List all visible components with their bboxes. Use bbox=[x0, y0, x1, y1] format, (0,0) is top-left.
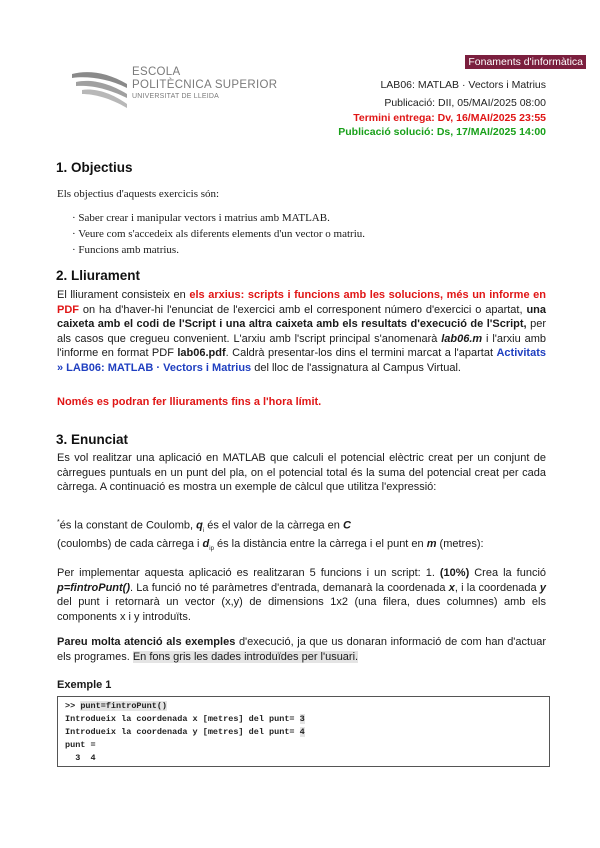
statement-paragraph: Es vol realitzar una aplicació en MATLAB que calculi el potencial elèctric creat per un conjunt de càrregues puntuals en un punt del pla, on el potencial total és la suma del potencial creat per cada càrrega. A continuació es mostra un exemple de càlcul que utilitza l'expressió: bbox=[57, 452, 546, 493]
deadline: Termini entrega: Dv, 16/MAI/2025 23:55 bbox=[353, 112, 546, 124]
list-item: · Funcions amb matrius. bbox=[72, 244, 179, 256]
school-line1: ESCOLA bbox=[132, 66, 181, 78]
list-item: · Saber crear i manipular vectors i matrius amb MATLAB. bbox=[72, 212, 330, 224]
school-line2: POLITÈCNICA SUPERIOR bbox=[132, 79, 278, 91]
distance-line: (coulombs) de cada càrrega i $d_{ip}$ és la distància entre la càrrega i el punt en m (metres): bbox=[57, 538, 484, 553]
example-title: Exemple 1 bbox=[57, 679, 112, 691]
lab-title: LAB06: MATLAB · Vectors i Matrius bbox=[380, 79, 546, 91]
activities-link[interactable]: Activitats » LAB06: MATLAB · Vectors i Matrius bbox=[57, 347, 546, 374]
publication-date: Publicació: DII, 05/MAI/2025 08:00 bbox=[384, 97, 546, 109]
code-example-box: >> punt=fintroPunt() Introdueix la coordenada x [metres] del punt= 3 Introdueix la coordenada y [metres] del punt= 4 punt = 3 4 bbox=[57, 696, 550, 767]
examples-paragraph: Pareu molta atenció als exemples d'execució, ja que us donaran informació de com han d'actuar els programes. En fons gris les dades introduïdes per l'usuari. bbox=[57, 636, 546, 663]
school-line3: UNIVERSITAT DE LLEIDA bbox=[132, 93, 220, 100]
list-item: · Veure com s'accedeix als diferents elements d'un vector o matriu. bbox=[72, 228, 366, 240]
school-name bbox=[132, 66, 277, 101]
course-tag: Fonaments d'informàtica bbox=[465, 55, 586, 69]
objectives-list bbox=[72, 210, 365, 258]
deadline-warning: Només es podran fer lliuraments fins a l'hora límit. bbox=[57, 396, 322, 408]
section-statement-title: 3. Enunciat bbox=[56, 432, 129, 447]
delivery-paragraph: El lliurament consisteix en els arxius: scripts i funcions amb les solucions, més un informe en PDF on ha d'haver-hi l'enunciat de l'exercici amb el corresponent número d'exercici o apartat, una caixeta amb el codi de l'Script i una altra caixeta amb els resultats d'execució de l'Script, per als casos que cregueu convenient. L'arxiu amb l'script principal s'anomenarà lab06.m i l'arxiu amb l'informe en format PDF lab06.pdf. Caldrà presentar-los dins el termini marcat a l'apartat Activitats » LAB06: MATLAB · Vectors i Matrius del lloc de l'assignatura al Campus Virtual. bbox=[57, 289, 546, 374]
section-delivery-title: 2. Lliurament bbox=[56, 268, 141, 283]
implementation-paragraph: Per implementar aquesta aplicació es realitzaran 5 funcions i un script: 1. (10%) Crea la funció p=fintroPunt(). La funció no té paràmetres d'entrada, demanarà la coordenada x, i la coordenada y del punt i retornarà un vector (x,y) de dimensions 1x2 (una filera, dues columnes) amb els components x i y introduïts. bbox=[57, 567, 547, 623]
coulomb-line: *és la constant de Coulomb, $q_i$ és el valor de la càrrega en C bbox=[57, 519, 351, 534]
solution-date: Publicació solució: Ds, 17/MAI/2025 14:00 bbox=[338, 126, 546, 138]
section-objectives-title: 1. Objectius bbox=[56, 160, 133, 175]
objectives-intro: Els objectius d'aquests exercicis són: bbox=[57, 188, 220, 200]
